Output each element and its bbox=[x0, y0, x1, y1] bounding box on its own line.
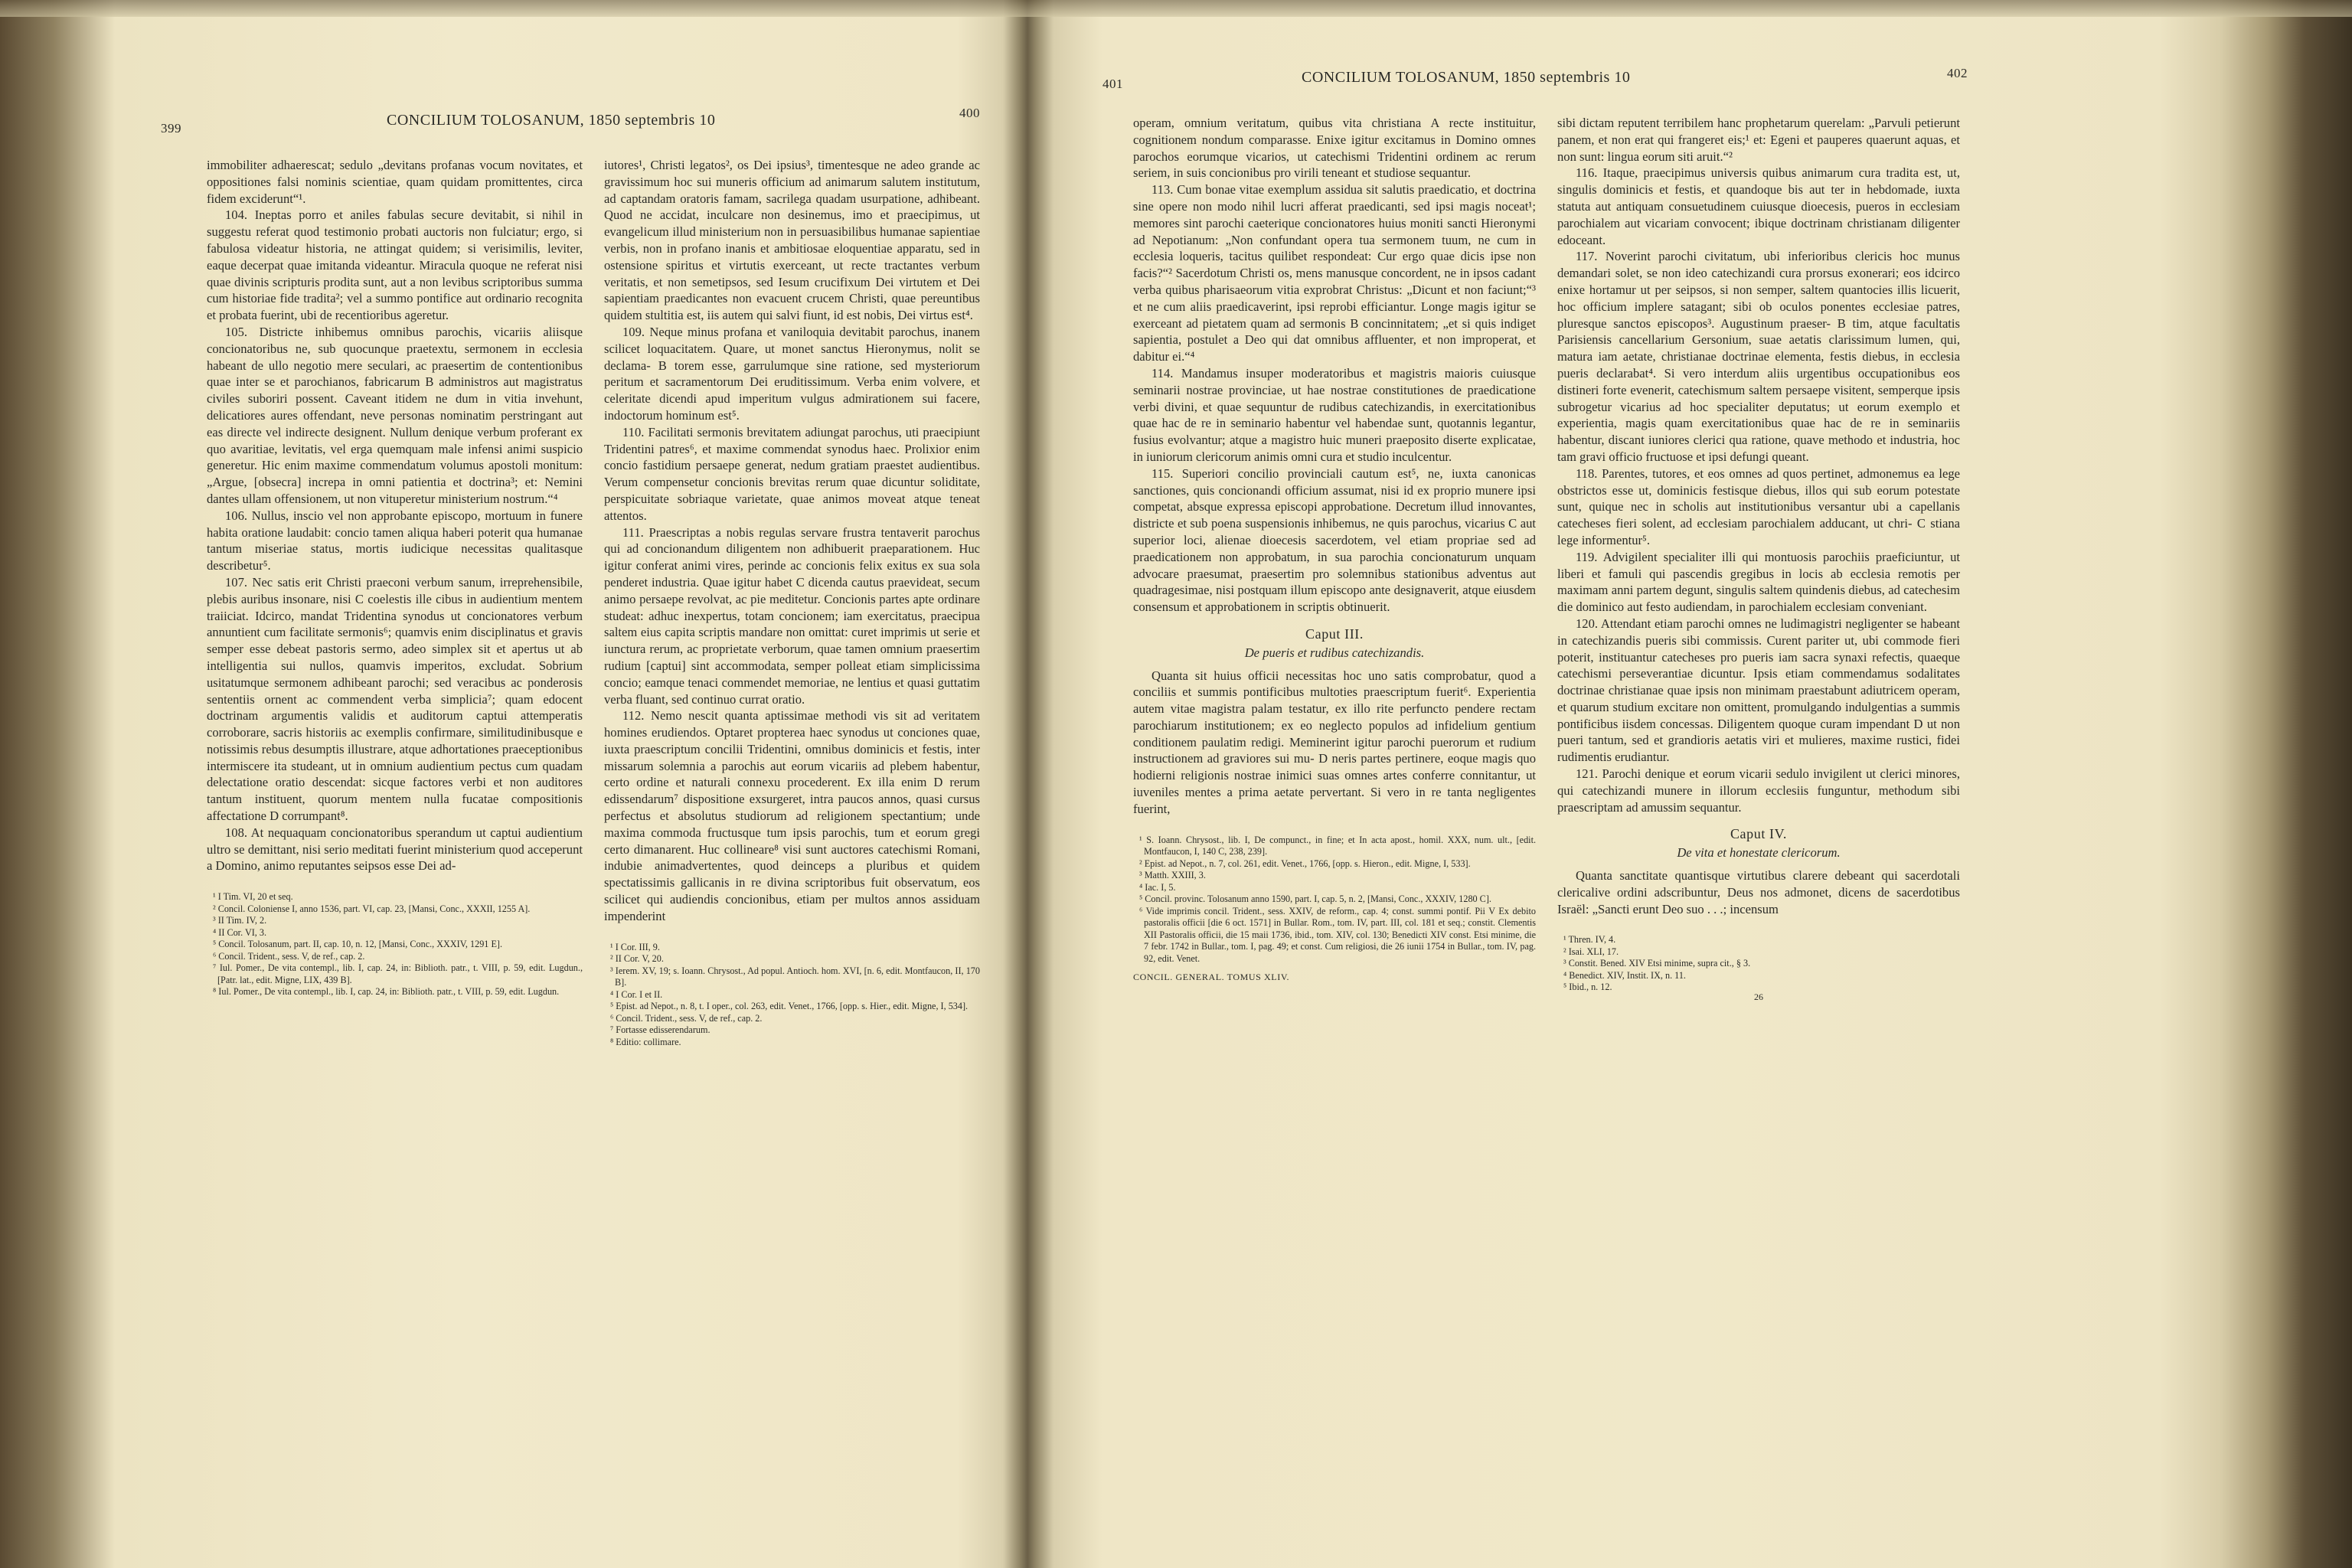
footnote: ⁷ Fortasse edisserendarum. bbox=[610, 1024, 710, 1036]
footnotes bbox=[207, 891, 583, 998]
footnote: ⁷ Iul. Pomer., De vita contempl., lib. I, cap. 24, in: Biblioth. patr., t. VIII, p. 59, edit. Lugdun., [Patr. lat., edit. Migne, LIX, 439 B]. bbox=[213, 962, 583, 985]
paragraph: 113. Cum bonae vitae exemplum assidua sit salutis praedicatio, et doctrina sine opere non modo nihil lucri afferat praedicanti, sed ipsi magis noceat¹; memores sint parochi caeterique concionatores huius moniti sancti Hieronymi ad Nepotianum: „Non confundant opera tua sermonem tuum, ne cum in ecclesia loqueris, tacitus quilibet respondeat: Cur ergo quae dicis ipse non facis?“² Sacerdotum Christi os, mens manusque concordent, ne in ipsos cadant verba quibus pharisaeorum vitia exprobrat Christus: „Dicunt et non faciunt;“³ et ne cum aliis praedicaverint, ipsi reprobi efficiantur. Longe magis igitur se exerceant ad pietatem quam ad sermonis B concinnitatem; „et si quis indiget sapientia, postulet a Deo qui dat omnibus affluenter, et non improperat, et dabitur ei.“⁴ bbox=[1133, 182, 1536, 364]
paragraph: 120. Attendant etiam parochi omnes ne ludimagistri negligenter se habeant in catechizandis pueris sibi commissis. Curent pariter ut, ubi commode fieri poterit, instituantur catecheses pro pueris iam sacra synaxi refectis, quaeque catechismi perseverantiae dicuntur. Ipsis etiam commendamus sodalitates doctrinae christianae quae ipsis non minimam praestabunt adiutricem operam, et quarum studium excitare non omittent, promulgando indulgentias a summis pontificibus iisdem concessas. Diligentem quoque curam impendant D ut non pueri tantum, sed et grandioris aetatis viri et mulieres, maxime rustici, fidei rudimentis erudiantur. bbox=[1557, 616, 1960, 765]
left-column-1 bbox=[207, 157, 583, 1048]
footnote: ⁴ Iac. I, 5. bbox=[1139, 881, 1176, 893]
right-running-head bbox=[1102, 66, 1975, 96]
footnote: ² Isai. XLI, 17. bbox=[1563, 946, 1619, 957]
right-column-1 bbox=[1133, 115, 1536, 1006]
footnote: ⁸ Iul. Pomer., De vita contempl., lib. I, cap. 24, in: Biblioth. patr., t. VIII, p. 59, edit. Lugdun. bbox=[213, 986, 560, 998]
right-column-2 bbox=[1557, 115, 1960, 1006]
footnote: ⁵ Concil. Tolosanum, part. II, cap. 10, n. 12, [Mansi, Conc., XXXIV, 1291 E]. bbox=[213, 939, 503, 950]
left-column-2 bbox=[604, 157, 980, 1048]
paragraph: 104. Ineptas porro et aniles fabulas secure devitabit, si nihil in suggestu referat quod testimonio probati auctoris non fulciatur; ergo, si fabulosa videatur historia, ne attingat quidem; si verisimilis, leviter, eaque decerpat quae imitanda videantur. Miracula quoque ne referat nisi quae divinis scripturis prodita sunt, aut a non levibus scriptoribus summa cum historiae fide tradita²; vel a summo pontifice aut ordinario recognita et probata fuerint, ubi de recentioribus ageretur. bbox=[207, 207, 583, 323]
paragraph: 111. Praescriptas a nobis regulas servare frustra tentaverit parochus qui ad concionandum diligentem non adhibuerit praeparationem. Huc igitur conferat animi vires, perinde ac concionis felix exitus ex sua sola penderet industria. Quae igitur habet C dicenda cautus praevideat, secum animo persaepe revolvat, ac pie meditetur. Concionis partes apte ordinare studeat: adhuc inexpertus, totam concionem; iam exercitatus, praecipua saltem eius capita scriptis mandare non omittat: curet imprimis ut serie et iunctura rerum, ac proprietate verborum, quae tamen omnium praesertim rudium [captui] sint accommodata, semper polleat etiam simplicissima concio; eamque tenaci commendet memoriae, ne lentius et quasi guttatim verba fluant, sed continuo currat oratio. bbox=[604, 524, 980, 707]
paragraph: 121. Parochi denique et eorum vicarii sedulo invigilent ut clerici minores, qui catechizandi munere in illorum ecclesiis funguntur, methodum sibi praescriptam ad amussim sequantur. bbox=[1557, 766, 1960, 815]
paragraph: 115. Superiori concilio provinciali cautum est⁵, ne, iuxta canonicas sanctiones, quis concionandi officium assumat, nisi id ex proprio munere ipsi competat, absque expressa episcopi approbatione. Decretum illud innovantes, districte et sub poena suspensionis inhibemus, ne quis parochus, vicarius C aut superior loci, alienae dioecesis sacerdotem, vel etiam propriae sed ad praedicationem non approbatum, in sua parochia concionaturum unquam advocare praesumat, praesertim pro solemnibus stationibus adventus aut quadragesimae, nisi postquam illum episcopo ante designaverit, atque eiusdem consensum et approbationem in scriptis obtinuerit. bbox=[1133, 466, 1536, 615]
footnote: ⁶ Vide imprimis concil. Trident., sess. XXIV, de reform., cap. 4; const. summi pontif. Pii V Ex debito pastoralis officii [die 6 oct. 1571] in Bullar. Rom., tom. IV, part. III, col. 181 et seq.; constit. Clementis XII Pastoralis officii, die 15 maii 1736, ibid., tom. XIV, col. 130; Benedicti XIV const. Etsi minime, die 7 febr. 1742 in Bullar., tom. I, pag. 49; et const. Cum religiosi, die 26 iunii 1754 in Bullar., tom. IV, pag. 92, edit. Venet. bbox=[1139, 905, 1536, 964]
footnote: ⁶ Concil. Trident., sess. V, de ref., cap. 2. bbox=[213, 950, 365, 962]
running-title: CONCILIUM TOLOSANUM, 1850 septembris 10 bbox=[387, 112, 716, 129]
paragraph: 107. Nec satis erit Christi praeconi verbum sanum, irreprehensibile, plebis auribus insonare, nisi C coelestis ille cibus in audientium mentem traiiciat. Idcirco, mandat Tridentina synodus ut concionatores verbum annuntient cum facilitate sermonis⁶; quamvis enim disciplinatus et gravis semper esse debeat pastoris sermo, adeo simplex sit et apertus ut ab intelligentia sui nullos, quamvis imperitos, excludat. Sobrium usitatumque sermonem adhibeant parochi; sed veracibus ac ponderosis sententiis ornent ac commendent verba simplicia⁷; quam edocent doctrinam argumentis validis et auditorum captui attemperatis corroborare, sacris historiis ac exemplis confirmare, similitudinibusque e notissimis rebus desumptis illustrare, atque adhortationes praeceptionibus intermiscere ita studeant, ut in omnium audientium pectus cum quadam delectatione oratio descendat: sicque factores verbi et non auditores tantum instituent, quorum mentem nulla fucatae compositionis affectatione D corrumpant⁸. bbox=[207, 574, 583, 824]
footnote: ⁵ Concil. provinc. Tolosanum anno 1590, part. I, cap. 5, n. 2, [Mansi, Conc., XXXIV, 1280 C]. bbox=[1139, 893, 1491, 905]
footnote: ³ II Tim. IV, 2. bbox=[213, 915, 267, 926]
chapter-heading: Caput III. bbox=[1305, 626, 1364, 642]
footnotes bbox=[604, 942, 980, 1049]
footnote: ² Concil. Coloniense I, anno 1536, part. VI, cap. 23, [Mansi, Conc., XXXII, 1255 A]. bbox=[213, 903, 531, 914]
footnote: ¹ Thren. IV, 4. bbox=[1563, 934, 1616, 946]
footnote: ⁶ Concil. Trident., sess. V, de ref., cap. 2. bbox=[610, 1012, 763, 1024]
paragraph: 117. Noverint parochi civitatum, ubi inferioribus clericis hoc munus demandari solet, se non ideo catechizandi cura prorsus exonerari; eos idcirco enixe hortamur ut per seipsos, si non semper, saltem quantocies illis licuerit, hoc officium implere satagant; sibi ob oculos ponentes ecclesiae patres, pluresque sanctos episcopos³. Augustinum praeser- B tim, atque facultatis Parisiensis cancellarium Gersonium, suae aetatis clarissimum lumen, qui, matura iam aetate, christianae doctrinae elementa, festis diebus, in ecclesia pueris declarabat⁴. Si vero interdum aliis urgentibus occupationibus eos distineri forte evenerit, catechismum saltem persaepe visitent, semperque ipsis subrogetur vicarius ad hoc specialiter deputatus; ut eorum exemplo et experientia, magis quam exercitationibus quae hac de re in seminariis habentur, discant iuniores clerici qua ratione, quave methodo et industria, hoc tam gravi officio fructuose et ipsi defungi queant. bbox=[1557, 249, 1960, 464]
footnote: ³ Matth. XXIII, 3. bbox=[1139, 870, 1206, 881]
left-page bbox=[161, 0, 1011, 1568]
paragraph: iutores¹, Christi legatos², os Dei ipsius³, timentesque ne adeo grande ac gravissimum hoc sui muneris officium ad animarum salutem institutum, ad captandam oratoris famam, sacrilega quadam usurpatione, adhibeant. Quod ne accidat, inculcare non desinemus, imo et praecipimus, ut evangelicum illud ministerium non in persuasibilibus humanae sapientiae verbis, non in profano inanis et ambitiosae eloquentiae apparatu, sed in ostensione spiritus et virtutis exerceant, ut recte tractantes verbum veritatis, et non semetipsos, sed Iesum crucifixum Dei virtutem et Dei sapientiam praedicantes non evacuent crucem Christi, quae pereuntibus quidem stultitia est, iis autem qui salvi fiunt, id est nobis, Dei virtus est⁴. bbox=[604, 158, 980, 323]
footnote: ³ Ierem. XV, 19; s. Ioann. Chrysost., Ad popul. Antioch. hom. XVI, [n. 6, edit. Montfaucon, II, 170 B]. bbox=[610, 965, 980, 988]
signature-mark: CONCIL. GENERAL. TOMUS XLIV. bbox=[1133, 972, 1290, 983]
paragraph: sibi dictam reputent terribilem hanc prophetarum querelam: „Parvuli petierunt panem, et non erat qui frangeret eis;¹ et: Egeni et pauperes quaerunt aquas, et non sunt: lingua eorum siti aruit.“² bbox=[1557, 116, 1960, 164]
running-title: CONCILIUM TOLOSANUM, 1850 septembris 10 bbox=[1302, 69, 1631, 86]
footnote: ⁸ Editio: collimare. bbox=[610, 1036, 681, 1047]
chapter-subtitle: De pueris et rudibus catechizandis. bbox=[1244, 645, 1425, 660]
paragraph: 105. Districte inhibemus omnibus parochis, vicariis aliisque concionatoribus ne, sub quocunque praetextu, sermonem in ecclesia habeant de ullo negotio mere seculari, ac praesertim de contentionibus quae inter se et parochianos, fabricarum B administros aut magistratus civiles suboriri possent. Caveant itidem ne dum in vitia invehunt, delicatiores aures offendant, neve personas nominatim perstringant aut eas directe vel indirecte designent. Nullum denique verbum proferant ex quo avaritiae, levitatis, vel erga quemquam male infensi animi suspicio generetur. Hic enim maxime commendatum volumus apostoli monitum: „Argue, [obsecra] increpa in omni patientia et doctrina³; et: Nemini dantes ullam offensionem, ut non vituperetur ministerium nostrum.“⁴ bbox=[207, 324, 583, 506]
sheet-number: 26 bbox=[1754, 991, 1763, 1002]
right-page bbox=[1102, 0, 1975, 1568]
footnote: ² Epist. ad Nepot., n. 7, col. 261, edit. Venet., 1766, [opp. s. Hieron., edit. Migne, I, 533]. bbox=[1139, 858, 1471, 869]
footnote: ³ Constit. Bened. XIV Etsi minime, supra cit., § 3. bbox=[1563, 958, 1751, 969]
paragraph: 109. Neque minus profana et vaniloquia devitabit parochus, inanem scilicet loquacitatem. Quare, ut monet sanctus Hieronymus, nolit se declama- B torem esse, garrulumque sine ratione, sed mysteriorum peritum et sacramentorum Dei eruditissimum. Verba enim volvere, et celeritate dicendi apud imperitum vulgus admirationem sui facere, indoctorum hominum est⁵. bbox=[604, 324, 980, 423]
paragraph: Quanta sit huius officii necessitas hoc uno satis comprobatur, quod a conciliis et summis pontificibus multoties praescriptum fuerit⁶. Experientia autem vitae magistra palam testatur, ex illo rite perfuncto pendere rectam parochiarum institutionem; ex eo neglecto populos ad infidelium gentium conditionem paulatim redigi. Meminerint igitur parochi puerorum et rudium instructionem ad graviores sui mu- D neris partes pertinere, eoque magis quo hodierni religionis nostrae inimici suas omnes artes conferre connitantur, ut iuveniles mentes a prima aetate pervertant. Si vero in re tanta negligentes fuerint, bbox=[1133, 668, 1536, 816]
footnote: ¹ I Tim. VI, 20 et seq. bbox=[213, 891, 293, 903]
chapter-heading: Caput IV. bbox=[1730, 826, 1788, 842]
page-number-401: 401 bbox=[1102, 77, 1123, 91]
chapter-subtitle: De vita et honestate clericorum. bbox=[1677, 845, 1841, 861]
footnotes bbox=[1133, 835, 1536, 965]
page-number-402: 402 bbox=[1947, 66, 1968, 80]
footnotes bbox=[1557, 934, 1960, 994]
footnote: ⁵ Epist. ad Nepot., n. 8, t. I oper., col. 263, edit. Venet., 1766, [opp. s. Hier., edit. Migne, I, 534]. bbox=[610, 1001, 969, 1012]
paragraph: 119. Advigilent specialiter illi qui montuosis parochiis praeficiuntur, ut liberi et famuli qui pascendis gregibus in locis ab ecclesia remotis per maximam anni partem degunt, singulis saltem quindenis diebus, ad catechesim die dominico aut festo audiendam, in parochialem ecclesiam conveniant. bbox=[1557, 549, 1960, 615]
paragraph: Quanta sanctitate quantisque virtutibus clarere debeant qui sacerdotali clericalive ordini adscribuntur, Deus nos admonet, dicens de sacerdotibus Israël: „Sancti erunt Deo suo . . .; incensum bbox=[1557, 868, 1960, 916]
footnote: ¹ I Cor. III, 9. bbox=[610, 941, 660, 952]
paragraph: 114. Mandamus insuper moderatoribus et magistris maioris cuiusque seminarii nostrae provinciae, ut hae nostrae constitutiones de praedicatione verbi divini, et quae sequuntur de rudibus catechizandis, in exercitationibus quae hac de re in seminario habentur vel habendae sunt, quotannis legantur, fusius evolvantur; atque a magistro huic muneri praeposito diserte explicatae, in iuniorum clericorum animis omni cura et studio inculcentur. bbox=[1133, 365, 1536, 464]
footnote: ⁴ Benedict. XIV, Instit. IX, n. 11. bbox=[1563, 969, 1686, 981]
footnote: ² II Cor. V, 20. bbox=[610, 953, 664, 965]
page-number-400: 400 bbox=[959, 106, 980, 120]
paragraph: 112. Nemo nescit quanta aptissimae methodi vis sit ad veritatem homines erudiendos. Optaret propterea haec synodus ut conciones quae, iuxta praescriptum concilii Tridentini, omnibus dominicis et festis, inter missarum solemnia a parochis aut eorum vicariis ad plebem habentur, certo ordine et naturali connexu procederent. Ex illa enim D rerum edissendarum⁷ dispositione exsurgeret, intra paucos annos, quasi cursus perfectus et absolutus studiorum ad religionem spectantium; unde maxima commoda fructusque tum ipsis parochis, tum et eorum gregi certo dimanarent. Huc collineare⁸ visi sunt auctores catechismi Romani, indubie animadvertentes, quod deinceps a pluribus et quidem spectatissimis gallicanis in re divina scriptoribus fuit observatum, eos scilicet qui audiendis concionibus, etiam per multos annos assiduam impenderint bbox=[604, 708, 980, 923]
paragraph: 110. Facilitati sermonis brevitatem adiungat parochus, uti praecipiunt Tridentini patres⁶, et maxime commendat synodus haec. Prolixior enim concio fastidium persaepe generat, nedum gratiam praestet audientibus. Verum compensetur concionis brevitas rerum quae dicuntur soliditate, perspicuitate sobriaque varietate, quae animos moveat atque teneat attentos. bbox=[604, 424, 980, 523]
paragraph: 108. At nequaquam concionatoribus sperandum ut captui audientium ultro se demittant, nisi serio meditati fuerint ministerium quod acceperunt a Domino, animo reputantes seipsos esse Dei ad- bbox=[207, 825, 583, 874]
page-number-399: 399 bbox=[161, 121, 181, 136]
right-columns bbox=[1133, 115, 1960, 1006]
footnote: ⁴ I Cor. I et II. bbox=[610, 988, 663, 1000]
left-columns bbox=[207, 157, 980, 1048]
paragraph: 116. Itaque, praecipimus universis quibus animarum cura tradita est, ut, singulis dominicis et festis, et quandoque bis aut ter in hebdomade, iuxta statuta aut antiquam consuetudinem cuiusque dioecesis, pueros in ecclesiam parochialem aut vicariam convocent; ibique doctrinam christianam diligenter edoceant. bbox=[1557, 165, 1960, 247]
paragraph: 106. Nullus, inscio vel non approbante episcopo, mortuum in funere habita oratione laudabit: concio tamen aliqua haberi poterit qua humanae tantum miseriae status, mortis iudicique necessitas qualitasque describetur⁵. bbox=[207, 508, 583, 573]
footnote: ¹ S. Ioann. Chrysost., lib. I, De compunct., in fine; et In acta apost., homil. XXX, num. ult., [edit. Montfaucon, I, 140 C, 238, 239]. bbox=[1139, 834, 1536, 858]
paragraph: immobiliter adhaerescat; sedulo „devitans profanas vocum novitates, et oppositiones falsi nominis scientiae, quam quidam promittentes, circa fidem exciderunt“¹. bbox=[207, 158, 583, 206]
paragraph: operam, omnium veritatum, quibus vita christiana A recte instituitur, cognitionem nondum comparasse. Enixe igitur excitamus in Domino omnes parochos eorumque vicarios, ut catechismi Tridentini ordinem ac rerum seriem, in suis concionibus pro virili teneant et studiose sequantur. bbox=[1133, 116, 1536, 181]
footnote: ⁵ Ibid., n. 12. bbox=[1563, 982, 1612, 993]
paragraph: 118. Parentes, tutores, et eos omnes ad quos pertinet, admonemus ea lege obstrictos esse ut, dominicis festisque diebus, illos qui sub eorum potestate sunt, quique nec in scholis aut institutionibus versantur ubi a capellanis catecheses fieri solent, ad ecclesiam parochialem adducant, ut chri- C stiana lege informentur⁵. bbox=[1557, 466, 1960, 547]
footnote: ⁴ II Cor. VI, 3. bbox=[213, 926, 267, 938]
left-running-head bbox=[161, 106, 1011, 136]
